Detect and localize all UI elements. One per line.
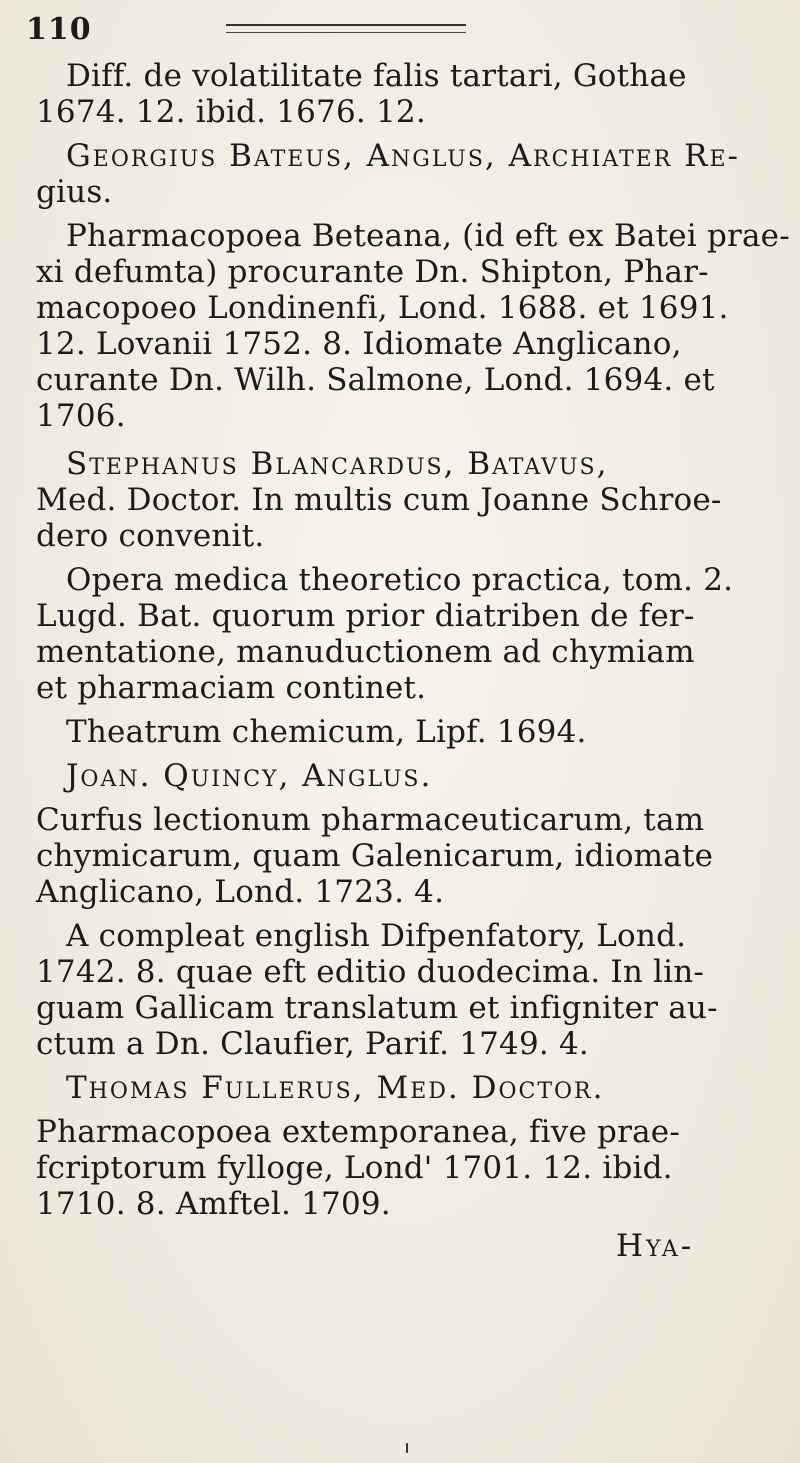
text-line: mentatione, manuductionem ad chymiam <box>36 634 695 670</box>
text-line: et pharmaciam continet. <box>36 670 427 706</box>
header-rule-thin <box>226 32 466 33</box>
text-line: Med. Doctor. In multis cum Joanne Schroe- <box>36 482 722 518</box>
text-line: ctum a Dn. Claufier, Parif. 1749. 4. <box>36 1026 589 1062</box>
text-line: 1710. 8. Amftel. 1709. <box>36 1186 391 1222</box>
author-heading: Georgius Bateus, Anglus, Archiater Re- <box>66 138 740 174</box>
author-heading: Stephanus Blancardus, Batavus, <box>66 446 609 482</box>
text-line: Theatrum chemicum, Lipf. 1694. <box>66 714 587 750</box>
text-line: 12. Lovanii 1752. 8. Idiomate Anglicano, <box>36 326 682 362</box>
text-line: curante Dn. Wilh. Salmone, Lond. 1694. et <box>36 362 715 398</box>
page-header <box>26 12 770 56</box>
text-line: gius. <box>36 174 113 210</box>
page-number: 110 <box>26 12 92 47</box>
text-line: guam Gallicam translatum et infigniter au- <box>36 990 718 1026</box>
author-heading: Thomas Fullerus, Med. Doctor. <box>66 1070 605 1106</box>
text-line: A compleat english Difpenfatory, Lond. <box>66 918 687 954</box>
ink-speck <box>406 1443 408 1453</box>
text-line: Curfus lectionum pharmaceuticarum, tam <box>36 802 705 838</box>
text-line: 1706. <box>36 398 126 434</box>
text-line: Diff. de volatilitate falis tartari, Gothae <box>66 58 687 94</box>
text-line: chymicarum, quam Galenicarum, idiomate <box>36 838 714 874</box>
text-line: Pharmacopoea extemporanea, five prae- <box>36 1114 681 1150</box>
text-line: fcriptorum fylloge, Lond' 1701. 12. ibid. <box>36 1150 673 1186</box>
author-heading: Joan. Quincy, Anglus. <box>66 758 433 794</box>
text-line: 1742. 8. quae eft editio duodecima. In lin- <box>36 954 705 990</box>
text-line: Opera medica theoretico practica, tom. 2. <box>66 562 734 598</box>
text-line: 1674. 12. ibid. 1676. 12. <box>36 94 426 130</box>
catchword: Hya- <box>616 1228 695 1264</box>
text-line: xi defumta) procurante Dn. Shipton, Phar- <box>36 254 709 290</box>
header-rule <box>226 24 466 26</box>
text-line: macopoeo Londinenfi, Lond. 1688. et 1691. <box>36 290 729 326</box>
text-line: dero convenit. <box>36 518 265 554</box>
text-line: Pharmacopoea Beteana, (id eft ex Batei prae- <box>66 218 790 254</box>
text-line: Anglicano, Lond. 1723. 4. <box>36 874 445 910</box>
text-line: Lugd. Bat. quorum prior diatriben de fer- <box>36 598 695 634</box>
